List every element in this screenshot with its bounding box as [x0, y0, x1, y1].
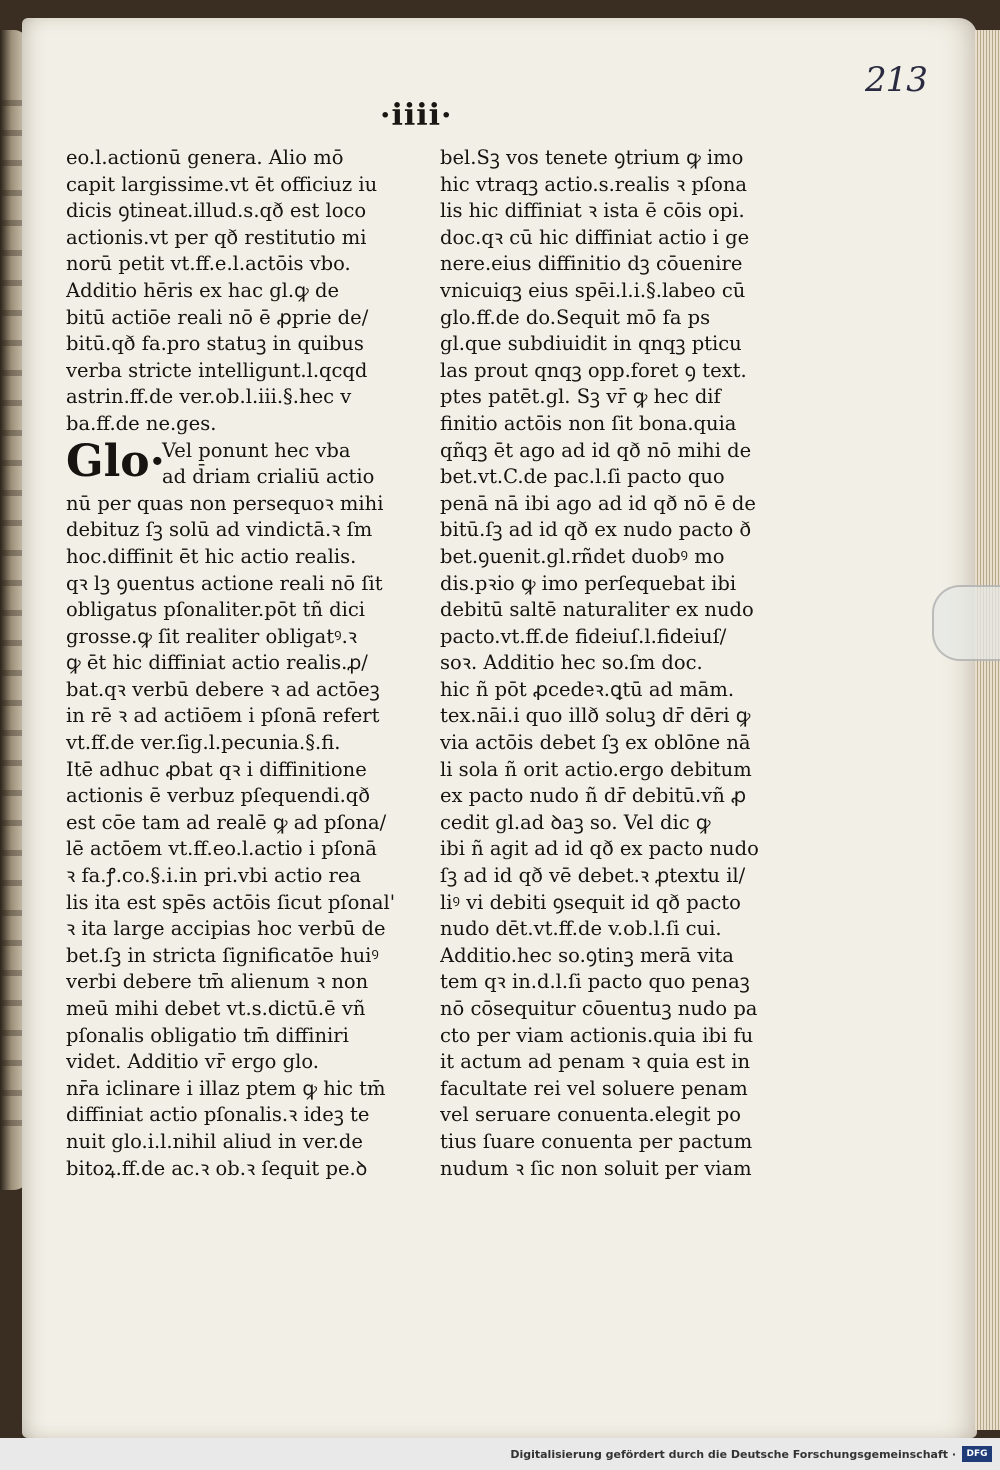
text-line: lē actōem vt.ff.eo.l.actio i pſonā — [66, 837, 377, 861]
text-line: qꝛ lꝫ ꝯuentus actione reali nō ſit — [66, 571, 383, 595]
text-line: qñqꝫ ēt ago ad id qð nō mihi de — [440, 438, 752, 462]
text-line: actionis.vt per qð restitutio mi — [66, 225, 367, 249]
right-column — [440, 145, 780, 1182]
text-line: penā nā ibi ago ad id qð nō ē de — [440, 491, 756, 515]
text-line: ptes patēt.gl. Sꝫ vr̄ ꝙ hec dif — [440, 385, 721, 409]
folio-number: 213 — [865, 60, 927, 100]
text-line: bitū.qð fa.pro statuꝫ in quibus — [66, 332, 364, 356]
text-line: nr̄a iclinare i illaz ptem ꝙ hic tm̄ — [66, 1076, 386, 1100]
text-line: astrin.ff.de ver.ob.l.iii.§.hec v — [66, 385, 352, 409]
text-line: norū petit vt.ff.e.l.actōis vbo. — [66, 252, 351, 276]
text-line: nere.eius diffinitio dꝫ cōuenire — [440, 252, 743, 276]
text-line: tem qꝛ in.d.l.ſi pacto quo penaꝫ — [440, 970, 750, 994]
text-line: tius ſuare conuenta per pactum — [440, 1129, 753, 1153]
text-line: verbi debere tm̄ alienum ꝛ non — [66, 970, 369, 994]
text-line: finitio actōis non ſit bona.quia — [440, 411, 737, 435]
text-line: debitū saltē naturaliter ex nudo — [440, 598, 754, 622]
text-line: bel.Sꝫ vos tenete ꝯtrium ꝙ imo — [440, 146, 744, 169]
text-line: bitū.ſꝫ ad id qð ex nudo pacto ð — [440, 518, 752, 542]
text-line: eo.l.actionū genera. Alio mō — [66, 146, 344, 169]
running-head: ·iiii· — [380, 98, 453, 133]
text-line: li sola ñ orit actio.ergo debitum — [440, 757, 752, 781]
text-line: hic ñ pōt ꝓcedeꝛ.ꝗtū ad mām. — [440, 677, 735, 701]
text-line: ba.ff.de ne.ges. — [66, 411, 217, 435]
text-line: dicis ꝯtineat.illud.s.qð est loco — [66, 199, 367, 223]
text-line: nū per quas non persequoꝛ mihi — [66, 491, 384, 515]
text-line: Vel ponunt hec vba — [162, 438, 351, 462]
text-line: hic vtraqꝫ actio.s.realis ꝛ pſona — [440, 172, 748, 196]
text-line: ꝛ fa.ꝭ.co.§.i.in pri.vbi actio rea — [66, 864, 362, 888]
text-line: it actum ad penam ꝛ quia est in — [440, 1050, 751, 1074]
text-line: ad d̄riam crialiū actio — [162, 465, 375, 489]
text-line: capit largissime.vt ēt officiuz iu — [66, 172, 378, 196]
text-line: bat.qꝛ verbū debere ꝛ ad actōeꝫ — [66, 677, 380, 701]
text-line: Additio.hec so.ꝯtinꝫ merā vita — [440, 943, 734, 967]
text-line: Itē adhuc ꝓbat qꝛ i diffinitione — [66, 757, 367, 781]
left-column — [66, 145, 396, 1182]
text-line: nudum ꝛ ſic non soluit per viam — [440, 1156, 752, 1180]
text-line: grosse.ꝙ ſit realiter obligatꝰ.ꝛ — [66, 624, 358, 648]
adjacent-page-text — [2, 100, 24, 1150]
text-line: gl.que subdiuidit in qnqꝫ pticu — [440, 332, 742, 356]
text-line: ſꝫ ad id qð vē debet.ꝛ ꝓtextu il/ — [440, 864, 746, 888]
text-line: vt.ff.de ver.ſig.l.pecunia.§.fi. — [66, 731, 341, 755]
text-line: ex pacto nudo ñ dr̄ debitū.vñ ꝓ — [440, 784, 747, 808]
text-line: bet.ſꝫ in stricta ſignificatōe huiꝰ — [66, 943, 379, 967]
text-line: tex.nāi.i quo illð soluꝫ dr̄ dēri ꝙ — [440, 704, 751, 728]
text-line: nudo dēt.vt.ff.de v.ob.l.ſi cui. — [440, 917, 722, 941]
dfg-logo: DFG — [962, 1446, 992, 1462]
text-line: via actōis debet ſꝫ ex oblōne nā — [440, 731, 751, 755]
text-line: Additio hēris ex hac gl.ꝙ de — [66, 278, 339, 302]
text-line: lis hic diffiniat ꝛ ista ē cōis opi. — [440, 199, 745, 223]
text-line: videt. Additio vr̄ ergo glo. — [66, 1050, 319, 1074]
gloss-initial: Glo· — [66, 435, 165, 487]
text-line: hoc.diffinit ēt hic actio realis. — [66, 544, 357, 568]
text-line: diffiniat actio pſonalis.ꝛ ideꝫ te — [66, 1103, 370, 1127]
page-clip — [932, 585, 1000, 661]
text-line: nō cōsequitur cōuentuꝫ nudo pa — [440, 997, 758, 1020]
funding-credit: Digitalisierung gefördert durch die Deutsche Forschungsgemeinschaft · — [510, 1448, 956, 1461]
text-line: in rē ꝛ ad actiōem i pſonā refert — [66, 704, 380, 728]
text-line: pacto.vt.ff.de fideiuſ.l.fideiuſ/ — [440, 624, 727, 648]
text-line: facultate rei vel soluere penam — [440, 1076, 748, 1100]
text-line: verba stricte intelligunt.l.qcqd — [66, 358, 368, 382]
text-line: debituz ſꝫ solū ad vindictā.ꝛ ſm — [66, 518, 373, 542]
text-line: ꝛ ita large accipias hoc verbū de — [66, 917, 386, 941]
text-line: dis.pꝛio ꝙ imo perſequebat ibi — [440, 571, 737, 595]
text-line: bet.vt.C.de pac.l.ſi pacto quo — [440, 465, 725, 489]
text-line: meū mihi debet vt.s.dictū.ē vñ — [66, 997, 366, 1020]
text-line: las prout qnqꝫ opp.foret ꝯ text. — [440, 358, 747, 382]
text-line: ibi ñ agit ad id qð ex pacto nudo — [440, 837, 759, 861]
page-stack-edge — [975, 30, 1000, 1430]
text-line: vnicuiqꝫ eius spēi.l.i.§.labeo cū — [440, 278, 746, 302]
text-line: vel seruare conuenta.elegit po — [440, 1103, 741, 1127]
text-line: bitū actiōe reali nō ē ꝓprie de/ — [66, 305, 369, 329]
text-line: cto per viam actionis.quia ibi fu — [440, 1023, 754, 1047]
text-line: bitoꝝ.ff.de ac.ꝛ ob.ꝛ ſequit pe.ꝺ — [66, 1156, 368, 1180]
text-line: cedit gl.ad ꝺaꝫ so. Vel dic ꝙ — [440, 810, 711, 834]
text-line: glo.ff.de do.Sequit mō fa ps — [440, 305, 711, 329]
text-line: obligatus pſonaliter.pōt tñ dici — [66, 598, 365, 622]
text-line: lis ita est spēs actōis ſicut pſonal' — [66, 890, 396, 914]
text-line: soꝛ. Additio hec so.ſm doc. — [440, 651, 703, 675]
text-line: nuit glo.i.l.nihil aliud in ver.de — [66, 1129, 363, 1153]
text-line: est cōe tam ad realē ꝙ ad pſona/ — [66, 810, 387, 834]
text-line: pſonalis obligatio tm̄ diffiniri — [66, 1023, 349, 1047]
text-line: actionis ē verbuz pſequendi.qð — [66, 784, 371, 808]
text-line: liꝰ vi debiti ꝯsequit id qð pacto — [440, 890, 741, 914]
text-line: ꝙ ēt hic diffiniat actio realis.ꝓ/ — [66, 651, 368, 675]
text-line: bet.ꝯuenit.gl.rñdet duobꝰ mo — [440, 544, 725, 568]
text-line: doc.qꝛ cū hic diffiniat actio i ge — [440, 225, 750, 249]
